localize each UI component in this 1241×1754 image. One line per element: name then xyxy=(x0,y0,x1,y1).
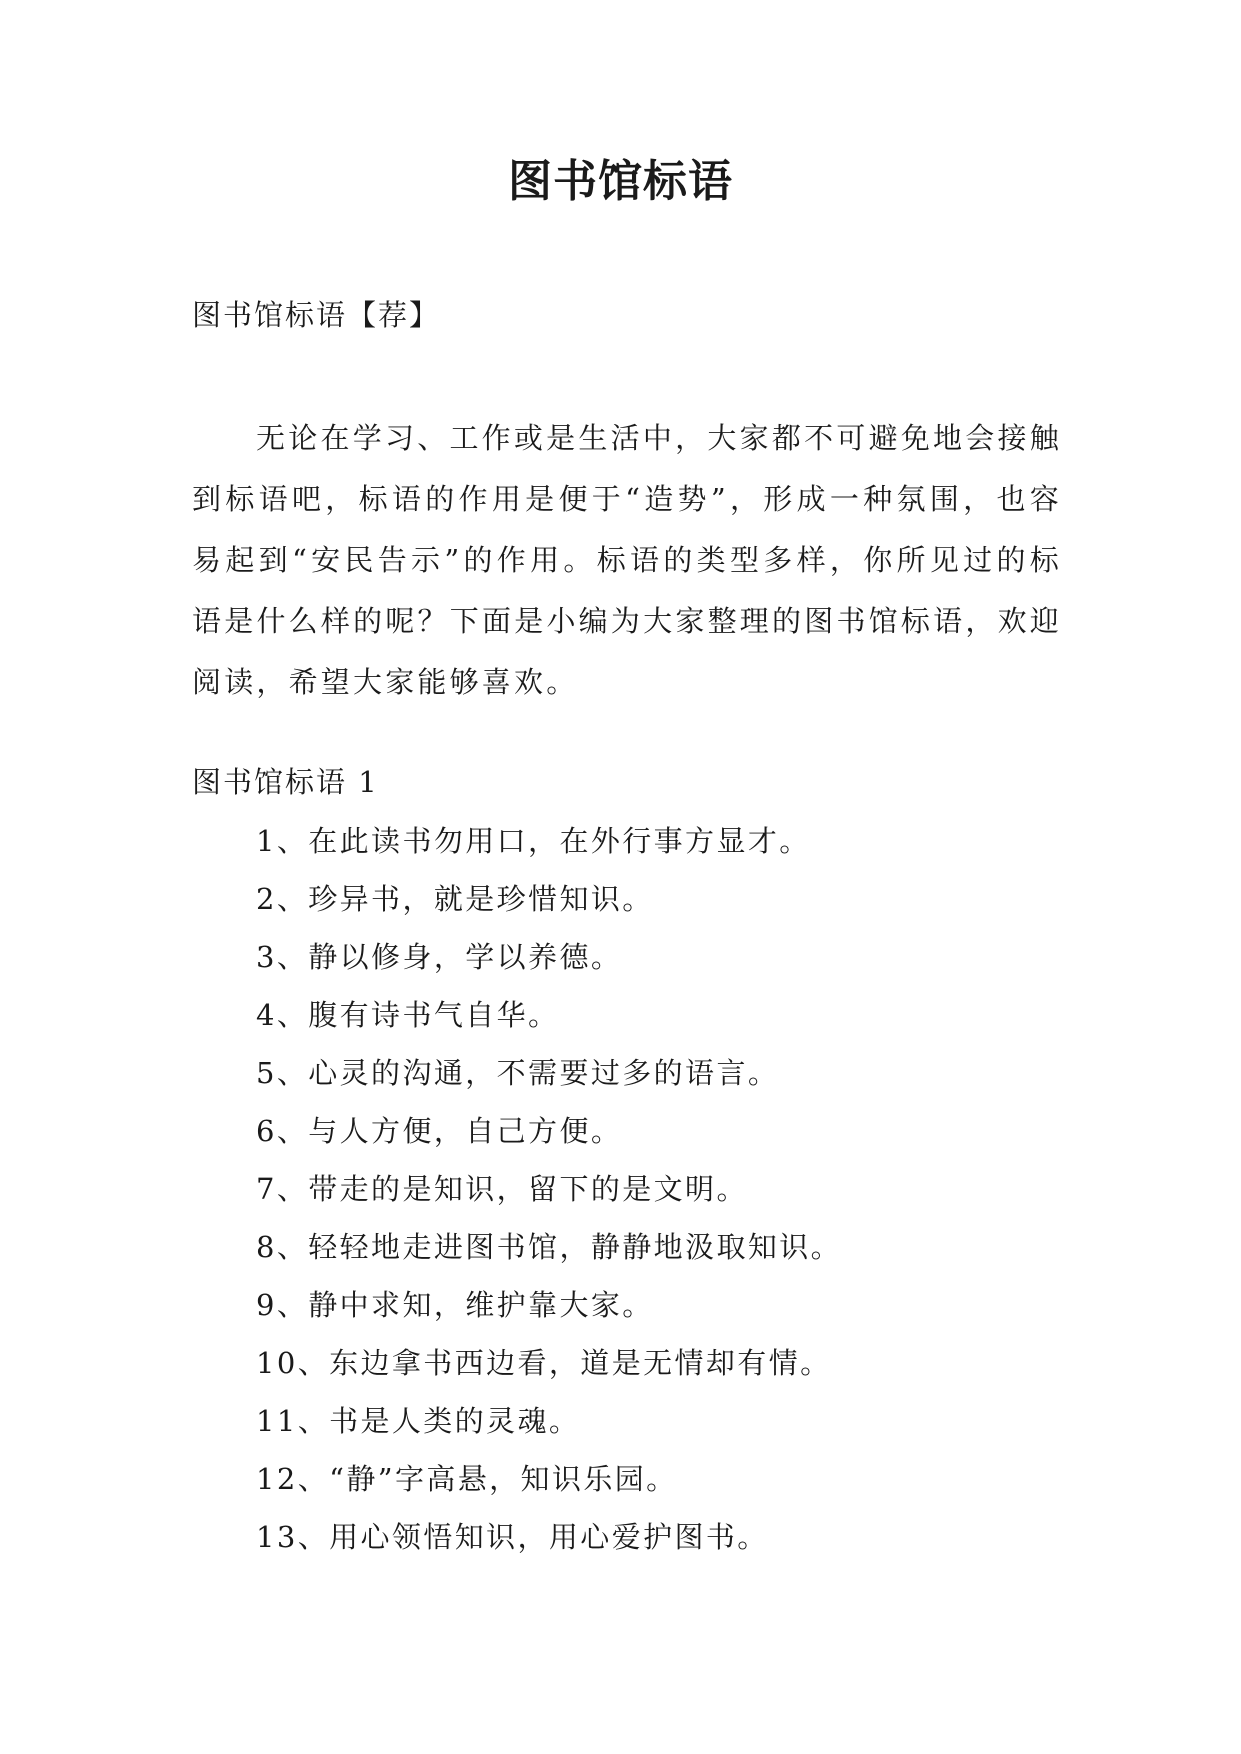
slogan-item: 5、心灵的沟通，不需要过多的语言。 xyxy=(256,1056,780,1090)
slogan-item: 6、与人方便，自己方便。 xyxy=(256,1114,623,1148)
slogan-item: 8、轻轻地走进图书馆，静静地汲取知识。 xyxy=(256,1230,843,1264)
intro-paragraph: 无论在学习、工作或是生活中，大家都不可避免地会接触到标语吧，标语的作用是便于“造势”，形成一种氛围，也容易起到“安民告示”的作用。标语的类型多样，你所见过的标语是什么样的呢？下面是小编为大家整理的图书馆标语，欢迎阅读，希望大家能够喜欢。 xyxy=(192,421,1062,699)
document-subtitle: 图书馆标语【荐】 xyxy=(192,298,441,332)
slogan-list xyxy=(256,821,842,1575)
document-title: 图书馆标语 xyxy=(508,156,733,207)
slogan-item: 9、静中求知，维护靠大家。 xyxy=(256,1288,654,1322)
slogan-item: 7、带走的是知识，留下的是文明。 xyxy=(256,1172,748,1206)
slogan-item: 10、东边拿书西边看，道是无情却有情。 xyxy=(256,1346,832,1380)
slogan-item: 1、在此读书勿用口，在外行事方显才。 xyxy=(256,824,811,858)
slogan-item: 12、“静”字高悬，知识乐园。 xyxy=(256,1462,678,1496)
slogan-item: 4、腹有诗书气自华。 xyxy=(256,998,560,1032)
section-heading: 图书馆标语 1 xyxy=(192,765,379,799)
slogan-item: 13、用心领悟知识，用心爱护图书。 xyxy=(256,1520,769,1554)
slogan-item: 3、静以修身，学以养德。 xyxy=(256,940,623,974)
slogan-item: 2、珍异书，就是珍惜知识。 xyxy=(256,882,654,916)
slogan-item: 11、书是人类的灵魂。 xyxy=(256,1404,581,1438)
